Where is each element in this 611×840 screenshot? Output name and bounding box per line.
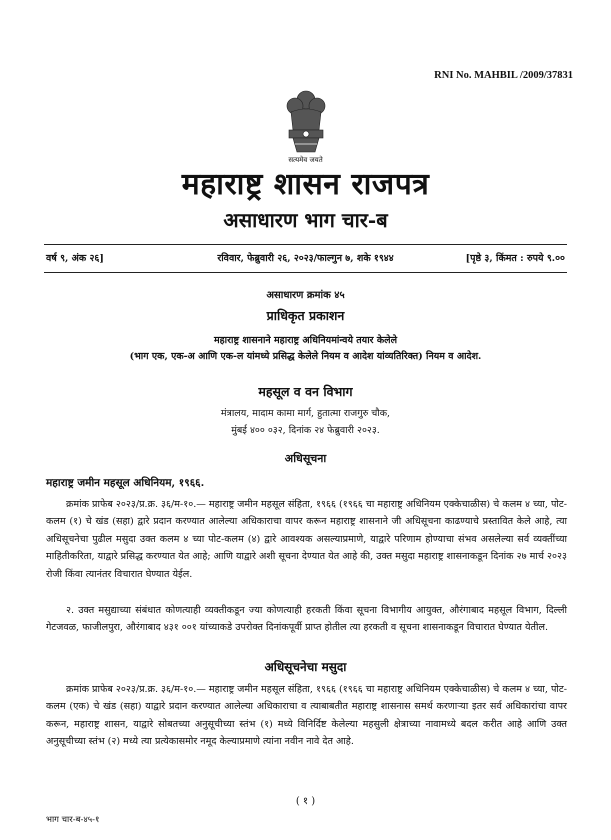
address-line-1: मंत्रालय, मादाम कामा मार्ग, हुतात्मा राजगुरु चौक, [220, 408, 391, 419]
header-rule-top [44, 244, 567, 245]
scope-line-1: महाराष्ट्र शासनाने महाराष्ट्र अधिनियमांन्वये तयार केलेले [213, 335, 398, 346]
extraordinary-number: असाधारण क्रमांक ४५ [266, 290, 345, 301]
pages-price: [पृष्ठे ३, किंमत : रुपये ९.०० [465, 253, 565, 264]
ashoka-emblem-icon [281, 86, 331, 158]
notification-heading: अधिसूचना [284, 452, 327, 465]
volume-issue: वर्ष ९, अंक २६] [46, 253, 104, 264]
authority-heading: प्राधिकृत प्रकाशन [266, 308, 345, 323]
gazette-subtitle: असाधारण भाग चार-ब [223, 208, 388, 232]
scope-line-2: (भाग एक, एक-अ आणि एक-ल यांमध्ये प्रसिद्ध केलेले नियम व आदेश यांव्यतिरिक्त) नियम व आदेश. [129, 351, 482, 362]
department-heading: महसूल व वन विभाग [258, 384, 353, 399]
gazette-title: महाराष्ट्र शासन राजपत्र [181, 167, 430, 202]
issue-date: रविवार, फेब्रुवारी २६, २०२३/फाल्गुन ७, शके १९४४ [217, 253, 394, 264]
draft-heading: अधिसूचनेचा मसुदा [264, 660, 347, 674]
address-line-2: मुंबई ४०० ०३२, दिनांक २४ फेब्रुवारी २०२३. [231, 425, 380, 436]
emblem-motto: सत्यमेव जयते [288, 156, 323, 164]
paragraph-3: क्रमांक प्राफेब २०२३/प्र.क्र. ३६/म-१०.— महाराष्ट्र जमीन महसूल संहिता, १९६६ (१९६६ चा महाराष्ट्र अधिनियम एक्केचाळीस) चे कलम ४ च्या, पोट-कलम (एक) चे खंड (सहा) याद्वारे प्रदान करण्यात आलेल्या अधिकाराचा व त्याबाबतीत महाराष्ट्र शासनास समर्थ करणाऱ्या इतर सर्व अधिकारांचा वापर करून, महाराष्ट्र शासन, याद्वारे सोबतच्या अनुसूचीच्या स्तंभ (१) मध्ये विनिर्दिष्ट केलेल्या महसुली क्षेत्राच्या नावामध्ये बदल करीत आहे आणि उक्त अनुसूचीच्या स्तंभ (२) मध्ये त्या प्रत्येकासमोर नमूद केल्याप्रमाणे त्यांना नवीन नावे देत आहे. [46, 684, 567, 748]
rni-number: RNI No. MAHBIL /2009/37831 [434, 70, 573, 81]
paragraph-2: २. उक्त मसुद्याच्या संबंधात कोणत्याही व्यक्तीकडून ज्या कोणत्याही हरकती किंवा सूचना विभागीय आयुक्त, औरंगाबाद महसूल विभाग, दिल्ली गेटजवळ, फाजीलपुरा, औरंगाबाद ४३१ ००१ यांच्याकडे उपरोक्त दिनांकपूर्वी प्राप्त होतील त्या हरकती व सूचना शासनाकडून विचारात घेण्यात येतील. [46, 605, 567, 634]
footer-code: भाग चार-ब-४५-१ [46, 815, 100, 825]
page-number: ( १ ) [295, 796, 316, 807]
header-rule-bottom [44, 272, 567, 273]
paragraph-1: क्रमांक प्राफेब २०२३/प्र.क्र. ३६/म-१०.— महाराष्ट्र जमीन महसूल संहिता, १९६६ (१९६६ चा महाराष्ट्र अधिनियम एक्केचाळीस) चे कलम ४ च्या, पोट-कलम (१) चे खंड (सहा) द्वारे प्रदान करण्यात आलेल्या अधिकाराचा वापर करून महाराष्ट्र शासनाने जी अधिसूचना काढण्याचे प्रस्तावित केले आहे, त्या अधिसूचनेचा पुढील मसुदा उक्त कलम ४ च्या पोट-कलम (४) द्वारे आवश्यक असल्याप्रमाणे, याद्वारे परिणाम होण्याचा संभव असलेल्या सर्व व्यक्तींच्या माहितीकरिता, याद्वारे प्रसिद्ध करण्यात येत आहे; आणि याद्वारे अशी सूचना देण्यात येत आहे की, उक्त मसुदा महाराष्ट्र शासनाकडून दिनांक २७ मार्च २०२३ रोजी किंवा त्यानंतर विचारात घेण्यात येईल. [46, 499, 567, 580]
act-title: महाराष्ट्र जमीन महसूल अधिनियम, १९६६. [46, 477, 205, 489]
